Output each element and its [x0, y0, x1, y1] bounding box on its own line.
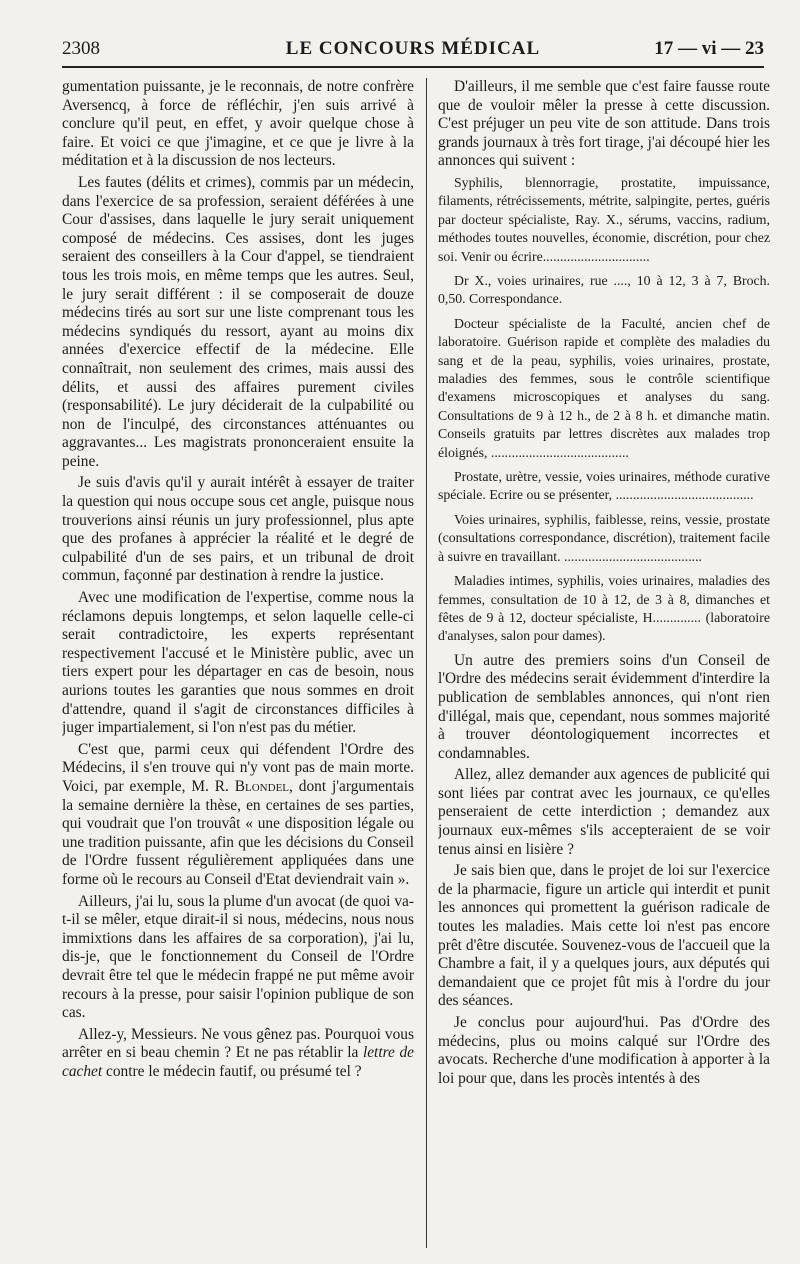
paragraph: Un autre des premiers soins d'un Conseil de l'Ordre des médecins serait évidemment d'interdire la publication de semblables annonces, qui n'ont rien d'illégal, mais que, cependant, nous sommes majorité à trouver déontologiquement incorrectes et condamnables. — [438, 651, 770, 762]
classified-ad: Maladies intimes, syphilis, voies urinaires, maladies des femmes, consultation de 10 à 12, de 3 à 8, dimanches et fêtes de 9 à 12, docteur spécialiste, H.............. (laboratoire d'analyses, salon pour dames). — [438, 573, 770, 644]
paragraph-text: contre le médecin fautif, ou présumé tel ? — [102, 1062, 362, 1080]
journal-title: LE CONCOURS MÉDICAL — [285, 38, 541, 59]
classified-ad: Prostate, urètre, vessie, voies urinaires, méthode curative spéciale. Ecrire ou se présenter, ........................................ — [438, 469, 770, 503]
author-name: Blondel — [234, 777, 290, 795]
paragraph-text: , dont j'argumentais la semaine dernière la thèse, en certaines de ses parties, qui voudrait que l'on trouvât « une disposition légale ou une tradition puissante, afin que les décisions du Conseil de l'Ordre fussent régulièrement appliquées dans une forme où le recours au Conseil d'Etat deviendrait vain ». — [62, 777, 414, 888]
paragraph: gumentation puissante, je le reconnais, de notre confrère Aversencq, à force de réfléchir, j'en suis arrivé à conclure qu'il peut, en effet, y avoir quelque chose à faire. Et voici ce que j'imagine, et ce que je livre à la méditation et à la discussion de nos lecteurs. — [62, 78, 414, 170]
paragraph — [62, 1026, 414, 1082]
italic-term: lettre de cachet — [62, 1044, 414, 1080]
paragraph-text: C'est que, parmi ceux qui défendent l'Ordre des Médecins, il s'en trouve qui n'y vont pas de main morte. Voici, par exemple, M. R. — [62, 740, 414, 795]
paragraph: Avec une modification de l'expertise, comme nous la réclamons depuis longtemps, et selon laquelle celle-ci serait contradictoire, les experts représentant respectivement l'accusé et le Ministère public, avec un tiers expert pour les départager en cas de besoin, nous aurions toutes les garanties que nous sommes en droit d'attendre, quand il s'agit de circonstances difficiles à juger impartialement, si l'on n'est pas du métier. — [62, 589, 414, 737]
classified-ad: Docteur spécialiste de la Faculté, ancien chef de laboratoire. Guérison rapide et complète des maladies du sang et de la peau, syphilis, voies urinaires, prostate, maladies des femmes, sous le contrôle scientifique d'examens microscopiques et analyses du sang. Consultations de 9 à 12 h., de 2 à 8 h. et dimanche matin. Conseils gratuits par lettres discrètes aux malades trop éloignés, ........................................ — [438, 315, 770, 460]
paragraph: D'ailleurs, il me semble que c'est faire fausse route que de vouloir mêler la presse à cette discussion. C'est préjuger un peu vite de son attitude. Dans trois grands journaux à très fort tirage, j'ai découpé hier les annonces qui suivent : — [438, 78, 770, 170]
paragraph: Je suis d'avis qu'il y aurait intérêt à essayer de traiter la question qui nous occupe sous cet angle, puisque nous trouverions ainsi réunis un jury professionnel, plus apte que des profanes à apprécier la réalité et le degré de culpabilité d'un de ses pairs, et un tribunal de droit commun, façonné par destination à rendre la justice. — [62, 474, 414, 585]
classified-ad: Dr X., voies urinaires, rue ...., 10 à 12, 3 à 7, Broch. 0,50. Correspondance. — [438, 273, 770, 307]
page-number: 2308 — [62, 38, 100, 59]
paragraph: Je sais bien que, dans le projet de loi sur l'exercice de la pharmacie, figure un article qui interdit et punit les annonces qui promettent la guérison radicale de toutes les maladies. Mais cette loi n'est pas encore prêt d'être discutée. Souvenez-vous de l'accueil que la Chambre a fait, il y a quelques jours, aux députés qui demandaient que ce projet fût mis à l'ordre du jour des séances. — [438, 862, 770, 1010]
paragraph-text: Allez-y, Messieurs. Ne vous gênez pas. Pourquoi vous arrêter en si beau chemin ? Et ne pas rétablir la — [62, 1025, 414, 1062]
paragraph: Ailleurs, j'ai lu, sous la plume d'un avocat (de quoi va-t-il se mêler, etque dirait-il si nous, médecins, nous nous immixtions dans les affaires de sa corporation), j'ai lu, dis-je, que le fonctionnement du Conseil de l'Ordre devrait être tel que le médecin frappé ne put même avoir recours à la presse, pour saisir l'opinion publique de son cas. — [62, 892, 414, 1022]
paragraph: Je conclus pour aujourd'hui. Pas d'Ordre des médecins, plus ou moins calqué sur l'Ordre des avocats. Recherche d'une modification à apporter à la loi pour que, dans les procès intentés à des — [438, 1014, 770, 1087]
left-column — [62, 78, 414, 1250]
paragraph: Les fautes (délits et crimes), commis par un médecin, dans l'exercice de sa profession, seraient déférées à une Cour d'assises, dans laquelle le jury serait uniquement composé de médecins. Ces assises, dont les juges seraient des conseillers à la Cour d'appel, se tiendraient tous les trois mois, en même temps que les autres. Seul, le jury serait différent : il se composerait de douze médecins tirés au sort sur une liste comprenant tous les médecins syndiqués du ressort, ayant au moins dix années d'exercice effectif de la médecine. Elle connaîtrait, non seulement des crimes, mais aussi des délits, et aussi des affaires purement civiles (responsabilité). Le jury déciderait de la culpabilité ou non de l'inculpé, des circonstances atténuantes ou aggravantes... Les magistrats prononceraient ensuite la peine. — [62, 173, 414, 470]
page-header — [62, 36, 764, 68]
right-column — [438, 78, 770, 1250]
paragraph: Allez, allez demander aux agences de publicité qui sont liées par contrat avec les journaux, ce qu'elles penseraient de cette interdiction ; demandez aux journaux eux-mêmes s'ils accepteraient de se voir tenus ainsi en lisière ? — [438, 766, 770, 858]
classified-ad: Voies urinaires, syphilis, faiblesse, reins, vessie, prostate (consultations correspondance, discrétion), traitement facile à suivre en travaillant. ........................................ — [438, 511, 770, 564]
paragraph — [62, 741, 414, 890]
column-divider — [426, 78, 427, 1248]
classified-ad: Syphilis, blennorragie, prostatite, impuissance, filaments, rétrécissements, métrite, salpingite, pertes, guéris par docteur spécialiste, Ray. X., sérums, vaccins, radium, méthodes toutes nouvelles, économie, discrétion, pour chez soi. Venir ou écrire............................... — [438, 174, 770, 264]
issue-date: 17 — vi — 23 — [654, 38, 764, 59]
